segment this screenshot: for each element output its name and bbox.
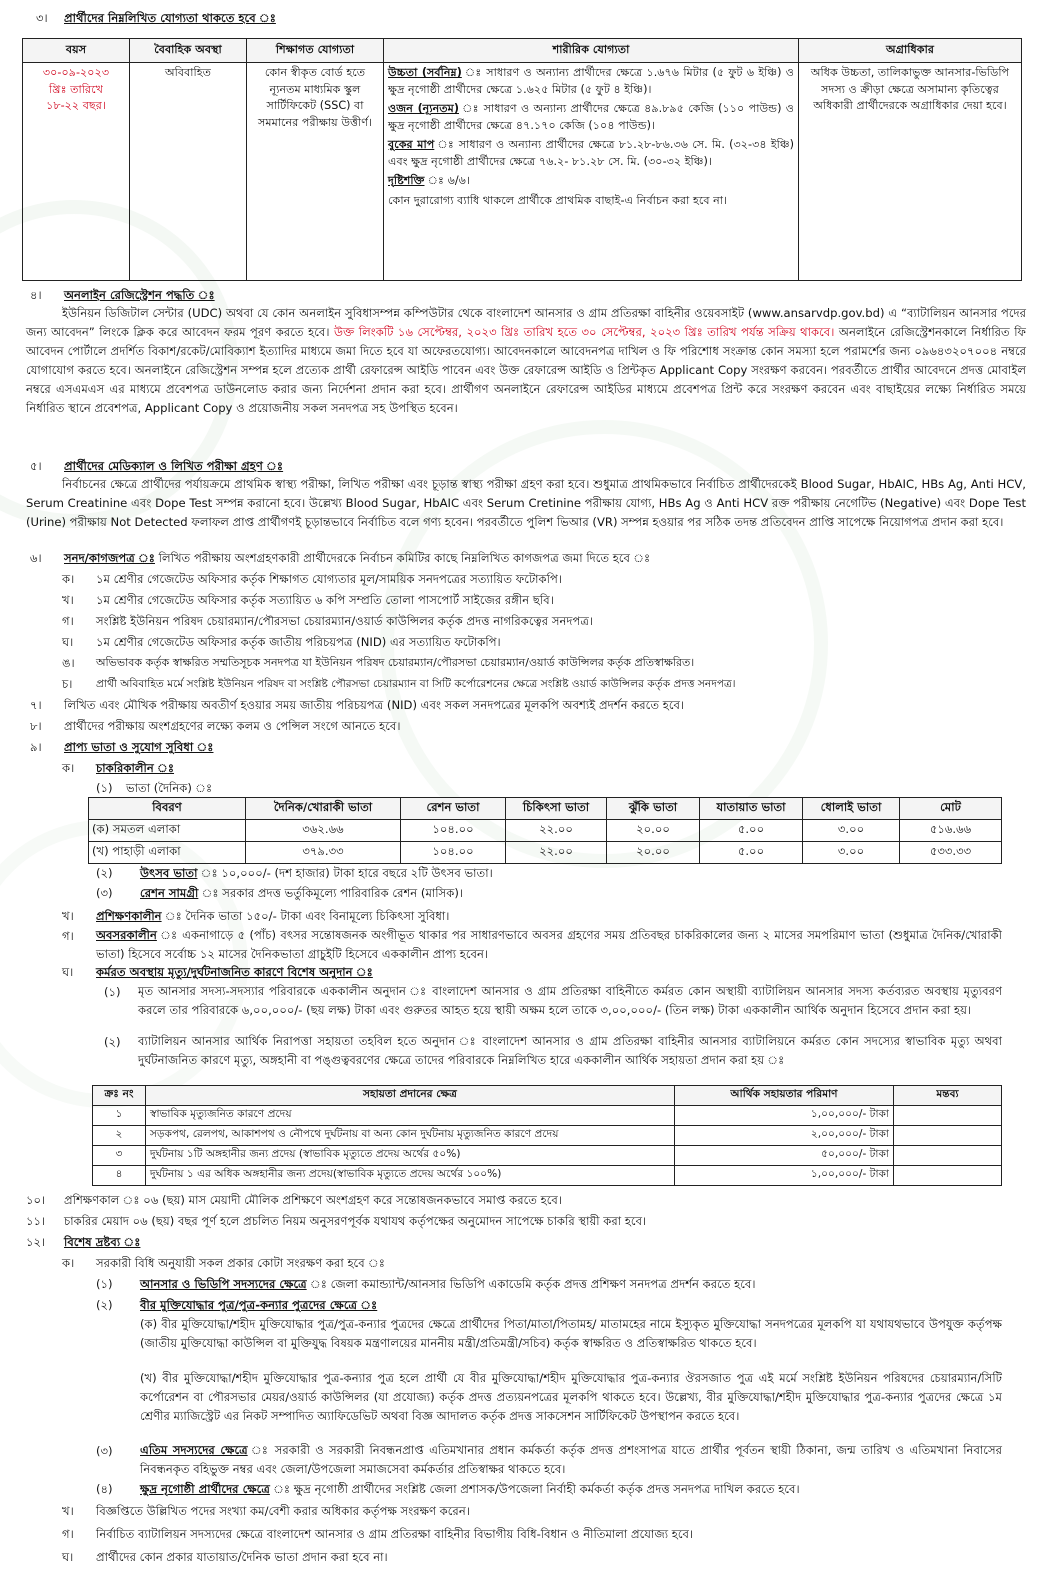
table-cell bbox=[894, 1126, 1002, 1146]
table-cell bbox=[894, 1146, 1002, 1166]
retirement-paragraph bbox=[96, 926, 1002, 964]
ration-text: ঃ সরকার প্রদত্ত ভর্তুকিমূল্যে পারিবারিক রেশন (মাসিক)। bbox=[218, 886, 463, 900]
height-text: ঃ সাধারণ ও অন্যান্য প্রার্থীদের ক্ষেত্রে ১.৬৭৬ মিটার (৫ ফুট ৬ ইঞ্চি) ও ক্ষুদ্র নৃগোষ্ঠী প্রার্থীদের ক্ষেত্রে ১.৬২৫ মিটার (৫ ফুট ৪ ইঞ্চি)। bbox=[388, 66, 794, 96]
table-header: রেশন ভাতা bbox=[401, 798, 506, 820]
table-cell: ২২.০০ bbox=[506, 820, 607, 842]
grant-2-text: ব্যাটালিয়ন আনসার আর্থিক নিরাপত্তা সহায়তা তহবিল হতে অনুদান ঃ বাংলাদেশ আনসার ও গ্রাম প্রতিরক্ষা বাহিনীর আনসার ব্যাটালিয়নে কর্মরত কোন সদস্যের স্বাভাবিক মৃত্যু অথবা দুর্ঘটনাজনিত কারণে মৃত্যু, অঙ্গহানী বা পঙ্গুত্ববরণের ক্ষেত্রে তাদের পরিবারকে নিম্নলিখিত হারে এককালীন আর্থিক সহায়তা প্রদান করা হয় ঃ bbox=[138, 1034, 1002, 1067]
doc-item-key: ঙ। bbox=[62, 656, 75, 670]
quota-3-label: এতিম সদস্যদের ক্ষেত্রে bbox=[140, 1443, 248, 1457]
sub-key: (৪) bbox=[96, 1482, 113, 1496]
weight-text: ঃ সাধারণ ও অন্যান্য প্রার্থীদের ক্ষেত্রে ৪৯.৮৯৫ কেজি (১১০ পাউন্ড) ও ক্ষুদ্র নৃগোষ্ঠী প্রার্থীদের ক্ষেত্রে ৪৭.১৭০ কেজি (১০৪ পাউন্ড)। bbox=[388, 102, 794, 132]
doc-item: অভিভাবক কর্তৃক স্বাক্ষরিত সম্মতিসূচক সনদপত্র যা ইউনিয়ন পরিষদ চেয়ারম্যান/পৌরসভা চেয়ারম্যান/ওয়ার্ড কাউন্সিলর কর্তৃক প্রতিস্বাক্ষরিত। bbox=[96, 656, 695, 669]
special-grant-label: কর্মরত অবস্থায় মৃত্যু/দুর্ঘটনাজনিত কারণে বিশেষ অনুদান ঃ bbox=[96, 965, 373, 979]
doc-item-key: চ। bbox=[62, 677, 73, 691]
table-cell: স্বাভাবিক মৃত্যুজনিত কারণে প্রদেয় bbox=[146, 1106, 675, 1126]
table-header: সহায়তা প্রদানের ক্ষেত্র bbox=[146, 1086, 675, 1106]
section-6-heading: সনদ/কাগজপত্র ঃ bbox=[64, 551, 155, 565]
table-header: শিক্ষাগত যোগ্যতা bbox=[247, 39, 384, 63]
training-line bbox=[96, 908, 449, 924]
section-11-text: চাকরির মেয়াদ ০৬ (ছয়) বছর পূর্ণ হলে প্রচলিত নিয়ম অনুসরণপূর্বক যথাযথ কর্তৃপক্ষের অনুমোদন সাপেক্ষে চাকরি স্থায়ী করা হবে। bbox=[64, 1214, 647, 1228]
ration-line bbox=[140, 885, 463, 901]
grant-1-text: মৃত আনসার সদস্য-সদস্যার পরিবারকে এককালীন অনুদান ঃ বাংলাদেশ আনসার ও গ্রাম প্রতিরক্ষা বাহিনীতে কর্মরত কোন অস্থায়ী ব্যাটালিয়ন আনসার সদস্য কর্তব্যরত অবস্থায় মৃত্যুবরণ করলে তার পরিবারকে ৬,০০,০০০/- (ছয় লক্ষ) টাকা এবং গুরুতর আহত হয়ে স্থায়ী অক্ষম হলে তাকে ৩,০০,০০০/- (তিন লক্ষ) টাকা এককালীন আর্থিক অনুদান হিসেবে প্রদান করা হয়। bbox=[138, 984, 1002, 1017]
festival-text: ঃ ১০,০০০/- (দশ হাজার) টাকা হারে বছরে ২টি উৎসব ভাতা। bbox=[217, 866, 493, 880]
section-5-number: ৫। bbox=[30, 459, 42, 473]
sub-key: খ। bbox=[62, 909, 74, 923]
daily-allowance-label: ভাতা (দৈনিক) ঃ bbox=[126, 781, 213, 795]
medical-paragraph: নির্বাচনের ক্ষেত্রে প্রার্থীদের পর্যায়ক্রমে প্রাথমিক স্বাস্থ্য পরীক্ষা, লিখিত পরীক্ষা এবং চূড়ান্ত স্বাস্থ্য পরীক্ষা গ্রহণ করা হবে। শুধুমাত্র প্রাথমিকভাবে নির্বাচিত প্রার্থীদেরকেই Blood Sugar, HbAIC, HBs Ag, Anti HCV, Serum Creatinine এবং Dope Test সম্পন্ন করানো হবে। উল্লেখ্য Blood Sugar, HbAIC এবং Serum Cretinine পরীক্ষায় যোগ্য, HBs Ag ও Anti HCV রক্ত পরীক্ষায় নেগেটিভ (Negative) এবং Dope Test (Urine) পরীক্ষায় Not Detected ফলাফল প্রাপ্ত প্রার্থীগণই চূড়ান্তভাবে নির্বাচিত বলে গণ্য হবেন। পরবর্তীতে পুলিশ ভিআর (VR) সম্পন্ন হওয়ার পর সঠিক তদন্ত প্রতিবেদন প্রাপ্তি সাপেক্ষে নিয়োগপত্র প্রদান করা হবে। bbox=[26, 477, 1026, 529]
table-cell: দুর্ঘটনায় ১ এর অধিক অঙ্গহানীর জন্য প্রদেয়(স্বাভাবিক মৃত্যুতে প্রদেয় অর্থের ১০০%) bbox=[146, 1166, 675, 1186]
doc-item-key: ক। bbox=[62, 572, 75, 586]
sub-key: ক। bbox=[62, 1256, 75, 1270]
section-12-number: ১২। bbox=[26, 1235, 46, 1249]
table-cell: ২০.০০ bbox=[607, 820, 700, 842]
table-cell bbox=[894, 1106, 1002, 1126]
table-row bbox=[93, 1106, 1002, 1126]
table-cell: ১,০০,০০০/- টাকা bbox=[675, 1106, 894, 1126]
section-9-number: ৯। bbox=[30, 740, 42, 754]
table-header: আর্থিক সহায়তার পরিমাণ bbox=[675, 1086, 894, 1106]
section-6-intro: লিখিত পরীক্ষায় অংশগ্রহণকারী প্রার্থীদেরকে নির্বাচন কমিটির কাছে নিম্নলিখিত কাগজপত্র জমা দিতে হবে ঃ bbox=[158, 551, 651, 565]
quota-3-para bbox=[140, 1441, 1002, 1479]
section-9-heading: প্রাপ্য ভাতা ও সুযোগ সুবিধা ঃ bbox=[64, 740, 214, 754]
section-5-heading: প্রার্থীদের মেডিক্যাল ও লিখিত পরীক্ষা গ্রহণ ঃ bbox=[64, 459, 284, 473]
table-cell: ৩৬২.৬৬ bbox=[246, 820, 401, 842]
table-cell: ৪ bbox=[93, 1166, 146, 1186]
table-row bbox=[93, 1166, 1002, 1186]
vision-label: দৃষ্টিশক্তি bbox=[388, 174, 425, 187]
age-date-suffix: খ্রিঃ তারিখে bbox=[49, 82, 103, 96]
sub-key: (১) bbox=[104, 985, 121, 999]
quota-2-a: (ক) বীর মুক্তিযোদ্ধা/শহীদ মুক্তিযোদ্ধার পুত্র/পুত্র-কন্যার পুত্রদের ক্ষেত্রে প্রার্থীদের পিতা/মাতা/পিতামহ/ মাতামহের নামে ইস্যুকৃত মুক্তিযোদ্ধা সনদপত্রের মূলকপি যা যথাযথভাবে উপযুক্ত কর্তৃপক্ষ (জাতীয় মুক্তিযোদ্ধা কাউন্সিল বা মুক্তিযুদ্ধ বিষয়ক মন্ত্রণালয়ের মাননীয় মন্ত্রী/প্রতিমন্ত্রী/সচিব) কর্তৃক স্বাক্ষরিত ও প্রতিস্বাক্ষরিত থাকতে হবে। bbox=[140, 1317, 1002, 1350]
quota-3-text: ঃ সরকারী ও সরকারী নিবন্ধনপ্রাপ্ত এতিমখানার প্রধান কর্মকর্তা কর্তৃক প্রদত্ত প্রশংসাপত্র যাতে প্রার্থীর পূর্বতন স্থায়ী ঠিকানা, জন্ম তারিখ ও এতিমখানা নিবাসের নিবন্ধনকৃত বহিভুক্ত নম্বর এবং জেলা/উপজেলা সমাজসেবা কর্মকর্তার প্রতিস্বাক্ষর থাকতে হবে। bbox=[140, 1443, 1002, 1476]
table-row bbox=[93, 1146, 1002, 1166]
table-cell: ৫.০০ bbox=[700, 842, 803, 864]
registration-text: ইউনিয়ন ডিজিটাল সেন্টার (UDC) অথবা যে কোন অনলাইন সুবিধাসম্পন্ন কম্পিউটার থেকে বাংলাদেশ আনসার ও গ্রাম প্রতিরক্ষা বাহিনীর ওয়েবসাইট (www.ansarvdp.gov.bd) এ “ব্যাটালিয়ন আনসার পদের জন্য আবেদন” লিংকে ক্লিক করে আবেদন ফরম পূরণ করতে হবে। bbox=[26, 306, 1026, 339]
retirement-label: অবসরকালীন bbox=[96, 928, 157, 942]
table-header: ঝুঁকি ভাতা bbox=[607, 798, 700, 820]
section-8-number: ৮। bbox=[30, 719, 42, 733]
priority-cell: অধিক উচ্চতা, তালিকাভুক্ত আনসার-ভিডিপি সদস্য ও ক্রীড়া ক্ষেত্রে অসামান্য কৃতিত্বের অধিকারী প্রার্থীদেরকে অগ্রাধিকার দেয়া হবে। bbox=[799, 63, 1022, 281]
table-cell: ১০৪.০০ bbox=[401, 820, 506, 842]
table-row bbox=[93, 1126, 1002, 1146]
doc-item: প্রার্থী অবিবাহিত মর্মে সংশ্লিষ্ট ইউনিয়ন পরিষদ বা সংশ্লিষ্ট পৌরসভা চেয়ারম্যান বা সিটি কর্পোরেশনের ক্ষেত্রে সংশ্লিষ্ট ওয়ার্ড কাউন্সিলর কর্তৃক প্রদত্ত সনদপত্র। bbox=[96, 678, 736, 690]
service-label: চাকরিকালীন ঃ bbox=[96, 761, 175, 775]
table-cell: সড়কপথ, রেলপথ, আকাশপথ ও নৌপথে দুর্ঘটনায় বা অন্য কোন দুর্ঘটনায় মৃত্যুজনিত কারণে প্রদেয় bbox=[146, 1126, 675, 1146]
sub-key: ঘ। bbox=[62, 965, 74, 979]
age-range: ১৮-২২ বছর। bbox=[46, 99, 106, 112]
quota-4-label: ক্ষুদ্র নৃগোষ্ঠী প্রার্থীদের ক্ষেত্রে bbox=[140, 1482, 270, 1496]
marital-cell: অবিবাহিত bbox=[130, 63, 247, 281]
table-header: দৈনিক/খোরাকী ভাতা bbox=[246, 798, 401, 820]
table-header: বয়স bbox=[23, 39, 130, 63]
chest-label: বুকের মাপ bbox=[388, 138, 435, 151]
sub-key: (৩) bbox=[96, 886, 113, 900]
section-10-line bbox=[64, 1192, 562, 1208]
registration-text-cont: অনলাইনে রেজিস্ট্রেশনকালে নির্ধারিত ফি আবেদন পোর্টালে প্রদর্শিত বিকাশ/রকেট/মোবিক্যাশ ইত্যাদির মাধ্যমে জমা দিতে হবে যা অফেরতযোগ্য। আবেদনকালে আবেদনপত্র দাখিল ও ফি পরিশোধ সংক্রান্ত কোন সমস্যা হলে পরামর্শের জন্য ০৯৬৪৩২০৭০০৪ নম্বরে যোগাযোগ করতে হবে। অনলাইনে রেজিস্ট্রেশন সম্পন্ন হলে প্রত্যেক প্রার্থী রেফারেন্স আইডি পাবেন এবং উক্ত রেফারেন্স আইডি ও প্রিন্টকৃত Applicant Copy সংরক্ষণ করবেন। পরবর্তীতে প্রার্থীর আবেদনে প্রদত্ত মোবাইল নম্বরে এসএমএস এর মাধ্যমে প্রবেশপত্র ডাউনলোড করার জন্য নির্দেশনা প্রদান করা হবে। প্রার্থীগণ অনলাইনে রেফারেন্স আইডির মাধ্যমে প্রবেশপত্র প্রিন্ট করে সংরক্ষণ করবেন এবং বাছাইয়ের লক্ষ্যে নির্ধারিত সময়ে নির্ধারিত স্থানে প্রবেশপত্র, Applicant Copy ও প্রয়োজনীয় সকল সনদপত্র সহ উপস্থিত হবেন। bbox=[26, 325, 1026, 415]
sub-key: ঘ। bbox=[62, 1550, 74, 1564]
section-3-number: ৩। bbox=[36, 11, 48, 25]
doc-item: সংশ্লিষ্ট ইউনিয়ন পরিষদ চেয়ারম্যান/পৌরসভা চেয়ারম্যান/ওয়ার্ড কাউন্সিলর কর্তৃক প্রদত্ত নাগরিকত্বের সনদপত্র। bbox=[96, 614, 594, 628]
quota-4-line bbox=[140, 1481, 800, 1497]
sub-key: গ। bbox=[62, 1527, 74, 1541]
section-10-label: প্রশিক্ষণকাল ঃ bbox=[64, 1193, 140, 1207]
table-header: অগ্রাধিকার bbox=[799, 39, 1022, 63]
sub-key: গ। bbox=[62, 929, 74, 943]
sub-key: (১) bbox=[96, 781, 113, 795]
table-cell: ৫০,০০০/- টাকা bbox=[675, 1146, 894, 1166]
section-10-text: ০৬ (ছয়) মাস মেয়াদী মৌলিক প্রশিক্ষণে অংশগ্রহণ করে সন্তোষজনকভাবে সমাপ্ত করতে হবে। bbox=[143, 1193, 562, 1207]
section-6-line bbox=[64, 550, 650, 566]
age-date: ৩০-০৯-২০২৩ bbox=[42, 66, 110, 79]
height-label: উচ্চতা (সর্বনিম্ন) bbox=[388, 66, 462, 79]
doc-item: ১ম শ্রেণীর গেজেটেড অফিসার কর্তৃক সত্যায়িত ৬ কপি সম্প্রতি তোলা পাসপোর্ট সাইজের রঙ্গীন ছবি। bbox=[96, 593, 554, 607]
section-8-text: প্রার্থীদের পরীক্ষায় অংশগ্রহণের লক্ষ্যে কলম ও পেন্সিল সংগে আনতে হবে। bbox=[64, 719, 401, 733]
table-row bbox=[89, 820, 1002, 842]
table-cell: ২০.০০ bbox=[607, 842, 700, 864]
table-header: ক্রঃ নং bbox=[93, 1086, 146, 1106]
sub-key: (৩) bbox=[96, 1444, 113, 1458]
section-7-text: লিখিত এবং মৌখিক পরীক্ষায় অবতীর্ণ হওয়ার সময় জাতীয় পরিচয়পত্র (NID) এবং সকল সনদপত্রের মূলকপি অবশ্যই প্রদর্শন করতে হবে। bbox=[64, 698, 685, 712]
section-4-heading: অনলাইন রেজিস্ট্রেশন পদ্ধতি ঃ bbox=[64, 288, 215, 302]
section-10-number: ১০। bbox=[26, 1193, 46, 1207]
section-7-number: ৭। bbox=[30, 698, 42, 712]
section-4-number: ৪। bbox=[30, 288, 42, 302]
quota-2-b: (খ) বীর মুক্তিযোদ্ধা/শহীদ মুক্তিযোদ্ধার পুত্র-কন্যার পুত্র হলে প্রার্থী যে বীর মুক্তিযোদ্ধা/শহীদ মুক্তিযোদ্ধার পুত্র-কন্যার ঔরসজাত পুত্র এই মর্মে সংশ্লিষ্ট ইউনিয়ন পরিষদের চেয়ারম্যান/সিটি কর্পোরেশন বা পৌরসভার মেয়র/ওয়ার্ড কাউন্সিলর (যা প্রযোজ্য) কর্তৃক প্রদত্ত প্রত্যয়নপত্রের মূলকপি থাকতে হবে। উল্লেখ্য, বীর মুক্তিযোদ্ধা/শহীদ মুক্তিযোদ্ধার পুত্র-কন্যার পুত্রদের ক্ষেত্রে ১ম শ্রেণীর ম্যাজিস্ট্রেট এর নিকট সম্পাদিত অ্যাফিডেভিট অথবা বিজ্ঞ আদালত কর্তৃক প্রদত্ত সাকসেশন সার্টিফিকেট উপস্থাপন করতে হবে। bbox=[140, 1371, 1002, 1423]
doc-item: ১ম শ্রেণীর গেজেটেড অফিসার কর্তৃক জাতীয় পরিচয়পত্র (NID) এর সত্যায়িত ফটোকপি। bbox=[96, 635, 501, 649]
doc-item: ১ম শ্রেণীর গেজেটেড অফিসার কর্তৃক শিক্ষাগত যোগ্যতার মূল/সাময়িক সনদপত্রের সত্যায়িত ফটোকপি। bbox=[96, 572, 562, 586]
note-gha: প্রার্থীদের কোন প্রকার যাতায়াত/দৈনিক ভাতা প্রদান করা হবে না। bbox=[96, 1550, 388, 1564]
table-cell: ২,০০,০০০/- টাকা bbox=[675, 1126, 894, 1146]
table-cell: ৩ bbox=[93, 1146, 146, 1166]
sub-key: খ। bbox=[62, 1504, 74, 1518]
table-cell: ১ bbox=[93, 1106, 146, 1126]
registration-paragraph bbox=[26, 304, 1026, 418]
section-11-number: ১১। bbox=[26, 1214, 46, 1228]
table-header: বিবরণ bbox=[89, 798, 246, 820]
table-cell: ২ bbox=[93, 1126, 146, 1146]
table-cell: ৫৩৩.৩৩ bbox=[900, 842, 1002, 864]
physical-cell bbox=[384, 63, 799, 281]
quota-1-line bbox=[140, 1276, 756, 1292]
table-header: বৈবাহিক অবস্থা bbox=[130, 39, 247, 63]
table-cell: (ক) সমতল এলাকা bbox=[89, 820, 246, 842]
table-header: শারীরিক যোগ্যতা bbox=[384, 39, 799, 63]
sub-key: (২) bbox=[96, 1298, 113, 1312]
table-cell: দুর্ঘটনায় ১টি অঙ্গহানীর জন্য প্রদেয় (স্বাভাবিক মৃত্যুতে প্রদেয় অর্থের ৫০%) bbox=[146, 1146, 675, 1166]
chest-text: ঃ সাধারণ ও অন্যান্য প্রার্থীদের ক্ষেত্রে ৮১.২৮-৮৬.৩৬ সে. মি. (৩২-৩৪ ইঞ্চি) এবং ক্ষুদ্র নৃগোষ্ঠী প্রার্থীদের ক্ষেত্রে ৭৬.২- ৮১.২৮ সে. মি. (৩০-৩২ ইঞ্চি)। bbox=[388, 138, 794, 168]
quota-1-label: আনসার ও ভিডিপি সদস্যদের ক্ষেত্রে bbox=[140, 1277, 307, 1291]
table-cell: ২২.০০ bbox=[506, 842, 607, 864]
doc-item-key: ঘ। bbox=[62, 635, 74, 649]
section-12-heading: বিশেষ দ্রষ্টব্য ঃ bbox=[64, 1235, 141, 1249]
disease-text: কোন দুরারোগ্য ব্যাধি থাকলে প্রার্থীকে প্রাথমিক বাছাই-এ নির্বাচন করা হবে না। bbox=[388, 193, 728, 207]
note-kha: বিজ্ঞপ্তিতে উল্লিখিত পদের সংখ্যা কম/বেশী করার অধিকার কর্তৃপক্ষ সংরক্ষণ করেন। bbox=[96, 1504, 470, 1518]
weight-label: ওজন (ন্যূনতম) bbox=[388, 102, 459, 115]
quota-1-text: ঃ জেলা কমান্ড্যান্ট/আনসার ভিডিপি একাডেমি কর্তৃক প্রদত্ত প্রশিক্ষণ সনদপত্র প্রদর্শন করতে হবে। bbox=[326, 1277, 756, 1291]
table-header: মন্তব্য bbox=[894, 1086, 1002, 1106]
allowance-table bbox=[88, 797, 1002, 864]
quota-intro: সরকারী বিধি অনুযায়ী সকল প্রকার কোটা সংরক্ষণ করা হবে ঃ bbox=[96, 1256, 385, 1270]
education-cell: কোন স্বীকৃত বোর্ড হতে ন্যূনতম মাধ্যমিক স্কুল সার্টিফিকেট (SSC) বা সমমানের পরীক্ষায় উত্তীর্ণ। bbox=[247, 63, 384, 281]
aid-table bbox=[92, 1085, 1002, 1186]
quota-2-label: বীর মুক্তিযোদ্ধার পুত্র/পুত্র-কন্যার পুত্রদের ক্ষেত্রে ঃ bbox=[140, 1298, 378, 1312]
table-cell: (খ) পাহাড়ী এলাকা bbox=[89, 842, 246, 864]
quota-4-text: ঃ ক্ষুদ্র নৃগোষ্ঠী প্রার্থীদের সংশ্লিষ্ট জেলা প্রশাসক/উপজেলা নির্বাহী কর্মকর্তা কর্তৃক প্রদত্ত সনদপত্র দাখিল করতে হবে। bbox=[290, 1482, 800, 1496]
doc-item-key: খ। bbox=[62, 593, 74, 607]
doc-item-key: গ। bbox=[62, 614, 74, 628]
table-row bbox=[89, 842, 1002, 864]
qualification-table bbox=[22, 38, 1022, 281]
table-header: যাতায়াত ভাতা bbox=[700, 798, 803, 820]
training-text: ঃ দৈনিক ভাতা ১৫০/- টাকা এবং বিনামূল্যে চিকিৎসা সুবিধা। bbox=[181, 909, 450, 923]
table-cell: ৫.০০ bbox=[700, 820, 803, 842]
note-ga: নির্বাচিত ব্যাটালিয়ন সদস্যদের ক্ষেত্রে বাংলাদেশ আনসার ও গ্রাম প্রতিরক্ষা বাহিনীর বিভাগীয় বিধি-বিধান ও নীতিমালা প্রযোজ্য হবে। bbox=[96, 1527, 694, 1541]
table-cell: ৫১৬.৬৬ bbox=[900, 820, 1002, 842]
sub-key: (১) bbox=[96, 1277, 113, 1291]
ration-label: রেশন সামগ্রী bbox=[140, 886, 199, 900]
sub-key: (২) bbox=[104, 1035, 121, 1049]
table-header: চিকিৎসা ভাতা bbox=[506, 798, 607, 820]
training-label: প্রশিক্ষণকালীন bbox=[96, 909, 162, 923]
section-6-number: ৬। bbox=[30, 551, 42, 565]
section-3-heading: প্রার্থীদের নিম্নলিখিত যোগ্যতা থাকতে হবে ঃ bbox=[64, 11, 276, 25]
table-cell: ৩৭৯.৩৩ bbox=[246, 842, 401, 864]
table-cell: ৩.০০ bbox=[803, 820, 900, 842]
festival-line bbox=[140, 865, 493, 881]
table-cell bbox=[894, 1166, 1002, 1186]
table-cell: ৩.০০ bbox=[803, 842, 900, 864]
sub-key: ক। bbox=[62, 761, 75, 775]
retirement-text: ঃ একনাগাড়ে ৫ (পাঁচ) বৎসর সন্তোষজনক অংগীভূত থাকার পর সাধারণভাবে অবসর গ্রহণের সময় প্রতিবছর চাকরিকালের জন্য ২ মাসের সমপরিমাণ ভাতা (শুধুমাত্র দৈনিক/খোরাকী ভাতা) হিসেবে সর্বোচ্চ ১২ মাসের দৈনিকভাতা গ্রাচুইটি হিসেবে এককালীন প্রাপ্য হবেন। bbox=[96, 928, 1002, 961]
table-header: মোট bbox=[900, 798, 1002, 820]
age-cell bbox=[23, 63, 130, 281]
festival-label: উৎসব ভাতা bbox=[140, 866, 198, 880]
table-header: ধোলাই ভাতা bbox=[803, 798, 900, 820]
registration-deadline: উক্ত লিংকটি ১৬ সেপ্টেম্বর, ২০২৩ খ্রিঃ তারিখ হতে ৩০ সেপ্টেম্বর, ২০২৩ খ্রিঃ তারিখ পর্যন্ত সক্রিয় থাকবে। bbox=[333, 325, 835, 339]
table-cell: ১,০০,০০০/- টাকা bbox=[675, 1166, 894, 1186]
sub-key: (২) bbox=[96, 866, 113, 880]
table-cell: ১০৪.০০ bbox=[401, 842, 506, 864]
vision-text: ঃ ৬/৬। bbox=[444, 174, 470, 187]
